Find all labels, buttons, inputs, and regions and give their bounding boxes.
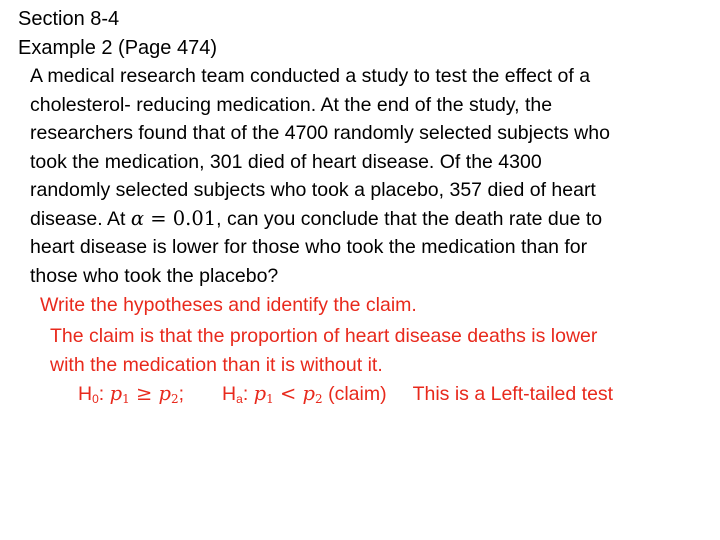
h0-p1: p xyxy=(109,382,123,405)
claim-tag: (claim) xyxy=(322,383,387,405)
problem-line: A medical research team conducted a study to test the effect of a xyxy=(30,65,591,87)
section-heading: Section 8-4 xyxy=(18,8,120,30)
problem-line: randomly selected subjects who took a placebo, 357 died of heart xyxy=(30,179,596,201)
ha-p2: p xyxy=(302,382,316,405)
ha-p2-subscript: 2 xyxy=(315,392,323,406)
ha-p1-subscript: 1 xyxy=(266,392,274,406)
instruction-text: Write the hypotheses and identify the claim. xyxy=(40,294,417,316)
h0-operator: ≥ xyxy=(129,382,159,405)
alternative-hypothesis xyxy=(222,383,387,405)
example-heading: Example 2 (Page 474) xyxy=(18,37,218,59)
h0-p2-subscript: 2 xyxy=(170,392,179,406)
problem-line: took the medication, 301 died of heart disease. Of the 4300 xyxy=(30,150,542,173)
hypotheses-line xyxy=(78,380,613,408)
problem-line: researchers found that of the 4700 randomly selected subjects who xyxy=(30,122,610,144)
ha-label: H xyxy=(222,383,237,405)
ha-colon: : xyxy=(242,383,254,405)
problem-line: cholesterol- reducing medication. At the end of the study, the xyxy=(30,93,553,116)
h0-p2: p xyxy=(158,382,171,405)
problem-line: those who took the placebo? xyxy=(30,264,279,287)
claim-line: The claim is that the proportion of heart disease deaths is lower xyxy=(50,325,598,347)
problem-text: , can you conclude that the death rate due to xyxy=(216,207,603,230)
problem-line: heart disease is lower for those who took the medication than for xyxy=(30,236,588,258)
ha-p1: p xyxy=(253,382,267,405)
alpha-symbol: α xyxy=(130,206,144,230)
claim-line: with the medication than it is without it. xyxy=(50,353,383,376)
claim-statement xyxy=(50,322,597,379)
h0-semicolon: ; xyxy=(178,383,185,405)
h0-label: H xyxy=(78,383,93,405)
test-type: This is a Left-tailed test xyxy=(412,383,614,405)
problem-text: disease. At xyxy=(30,207,131,230)
problem-statement xyxy=(30,62,702,290)
h0-p1-subscript: 1 xyxy=(122,392,130,406)
significance-level: = 0.01 xyxy=(144,206,217,230)
ha-operator: < xyxy=(273,382,303,405)
h0-colon: : xyxy=(98,383,110,405)
h0-subscript: 0 xyxy=(92,392,99,406)
null-hypothesis xyxy=(78,383,184,405)
ha-subscript: a xyxy=(236,392,243,406)
problem-line xyxy=(30,205,702,234)
